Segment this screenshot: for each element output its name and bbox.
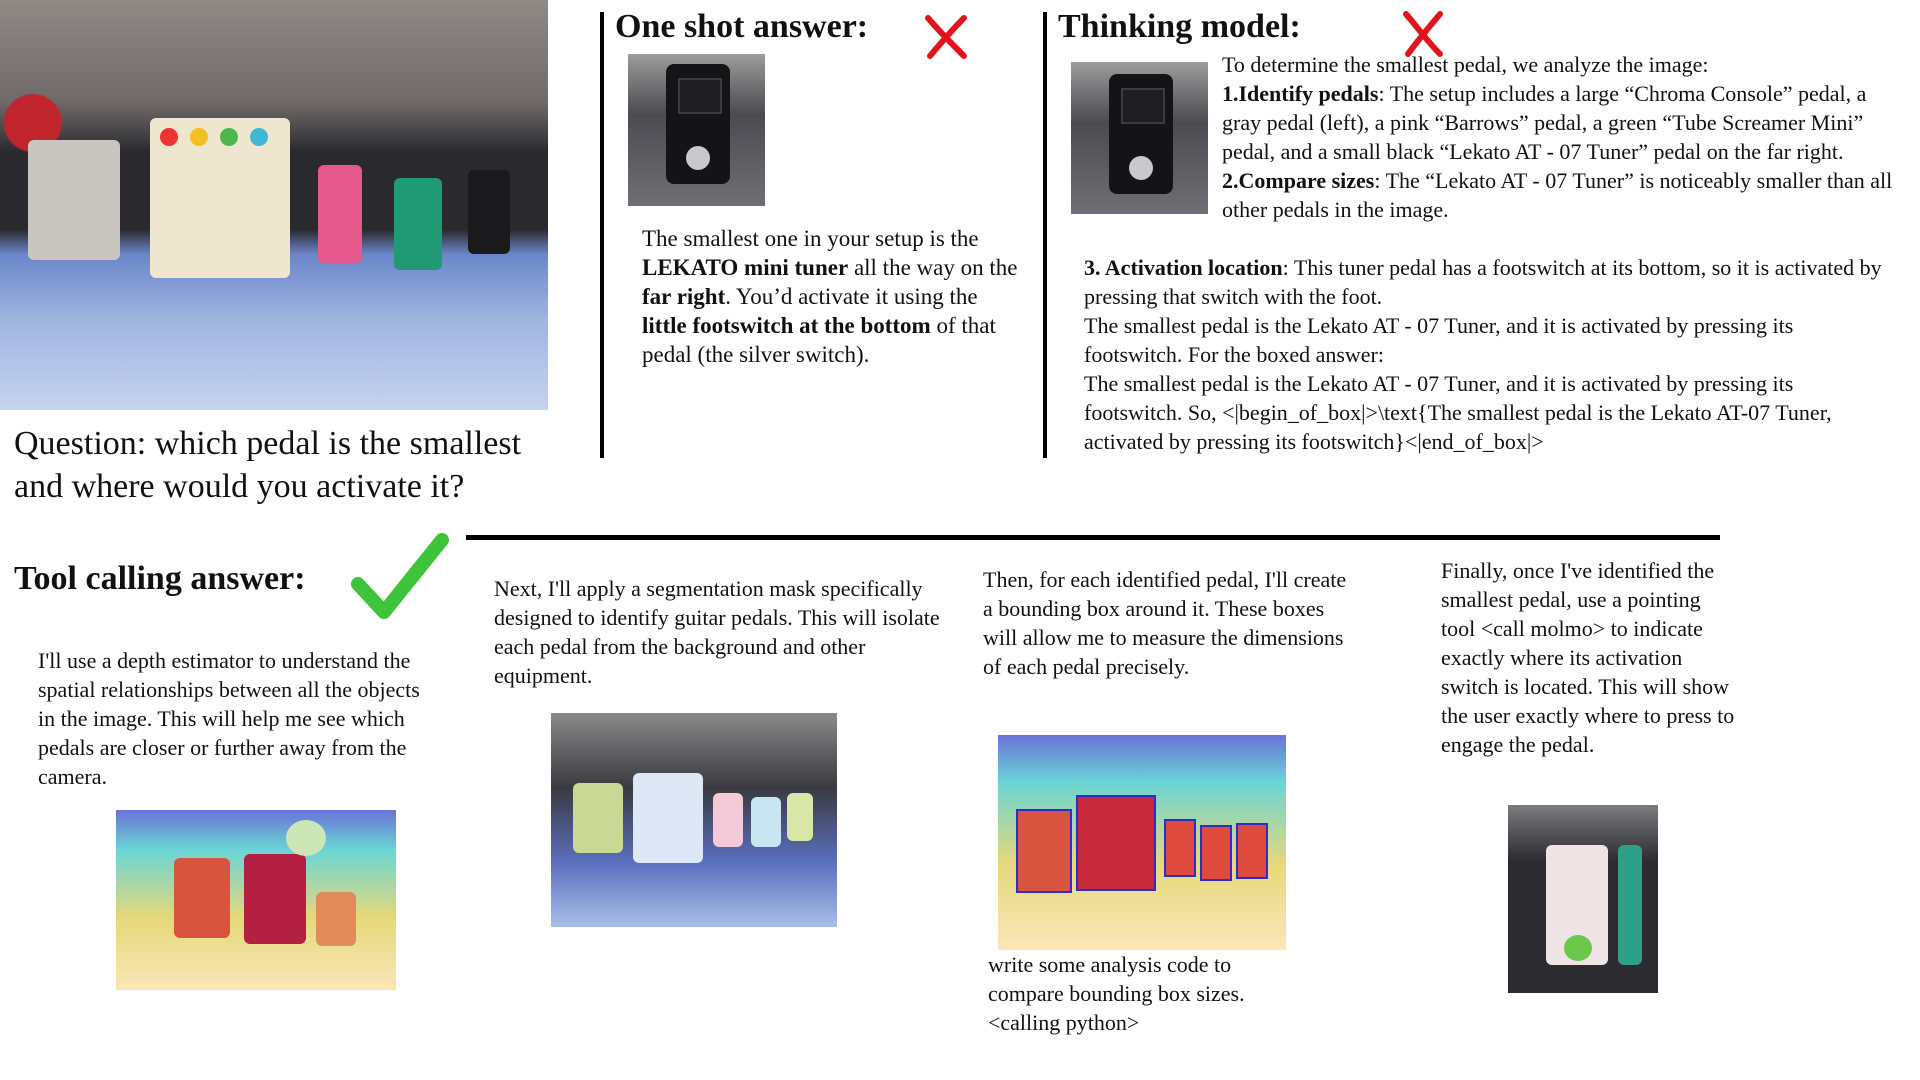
divider-right [1043, 12, 1047, 458]
tool-step-1: I'll use a depth estimator to understand the spatial relationships between all the objects in the image. This will help me see which pedals are closer or further away from the camera. [38, 648, 420, 789]
one-shot-text-1: The smallest one in your setup is the [642, 226, 979, 251]
one-shot-bold-tuner: LEKATO mini tuner [642, 255, 849, 280]
chroma-console-pedal [150, 118, 290, 278]
tool-calling-heading: Tool calling answer: [14, 560, 306, 597]
question-text [14, 422, 574, 508]
one-shot-text-4: of that pedal (the silver switch). [642, 313, 996, 367]
one-shot-heading: One shot answer: [615, 8, 869, 45]
thinking-heading: Thinking model: [1058, 8, 1301, 45]
pink-pedal [318, 165, 362, 263]
one-shot-bold-footswitch: little footswitch at the bottom [642, 313, 931, 338]
green-pedal [394, 178, 442, 270]
thinking-conclusion-2: The smallest pedal is the Lekato AT - 07 Tuner, and it is activated by pressing its footswitch. So, <|begin_of_box|>\text{The smallest pedal is the Lekato AT-07 Tuner, activated by pressing its footswitch}<|end_of_box|> [1084, 371, 1832, 454]
question-line-1: Question: which pedal is the smallest [14, 425, 522, 462]
one-shot-text-3: . You’d activate it using the [725, 284, 978, 309]
thinking-step-3: 3. Activation location: This tuner pedal has a footswitch at its bottom, so it is activated by pressing that switch with the foot. [1084, 255, 1882, 309]
tuner-closeup-photo [628, 54, 765, 206]
thinking-intro: To determine the smallest pedal, we analyze the image: [1222, 52, 1709, 77]
tool-step-2: Next, I'll apply a segmentation mask specifically designed to identify guitar pedals. This will isolate each pedal from the background and other equipment. [494, 576, 940, 688]
thinking-steps-1-2 [1222, 50, 1898, 224]
depth-map-image [116, 810, 396, 990]
one-shot-bold-far-right: far right [642, 284, 726, 309]
footswitch-point-marker [1564, 935, 1592, 961]
tool-step-3-analysis: write some analysis code to compare bounding box sizes. <calling python> [988, 952, 1245, 1035]
thinking-conclusion-1: The smallest pedal is the Lekato AT - 07 Tuner, and it is activated by pressing its footswitch. For the boxed answer: [1084, 313, 1794, 367]
thinking-step-2: 2.Compare sizes: The “Lekato AT - 07 Tuner” is noticeably smaller than all other pedals in the image. [1222, 168, 1893, 222]
cross-mark-icon [920, 10, 972, 62]
horizontal-divider [466, 535, 1720, 540]
checkmark-icon [350, 528, 450, 624]
question-line-2: and where would you activate it? [14, 468, 465, 505]
tool-step-4: Finally, once I've identified the smallest pedal, use a pointing tool <call molmo> to indicate exactly where its activation switch is located. This will show the user exactly where to press to engage the pedal. [1441, 558, 1735, 757]
pedalboard-photo [0, 0, 548, 410]
divider-left [600, 12, 604, 458]
one-shot-answer [642, 224, 1022, 369]
segmentation-mask-image [551, 713, 837, 927]
pointing-result-image [1508, 805, 1658, 993]
gray-pedal [28, 140, 120, 260]
thinking-step-1: 1.Identify pedals: The setup includes a large “Chroma Console” pedal, a gray pedal (left), a pink “Barrows” pedal, a green “Tube Screamer Mini” pedal, and a small black “Lekato AT - 07 Tuner” pedal on the far right. [1222, 81, 1867, 164]
thinking-tuner-photo [1071, 62, 1208, 214]
bounding-box-image [998, 735, 1286, 950]
one-shot-text-2: all the way on the [848, 255, 1018, 280]
tool-step-3: Then, for each identified pedal, I'll create a bounding box around it. These boxes will allow me to measure the dimensions of each pedal precisely. [983, 567, 1347, 679]
tuner-pedal [468, 170, 510, 254]
thinking-steps-3-5 [1084, 253, 1884, 456]
